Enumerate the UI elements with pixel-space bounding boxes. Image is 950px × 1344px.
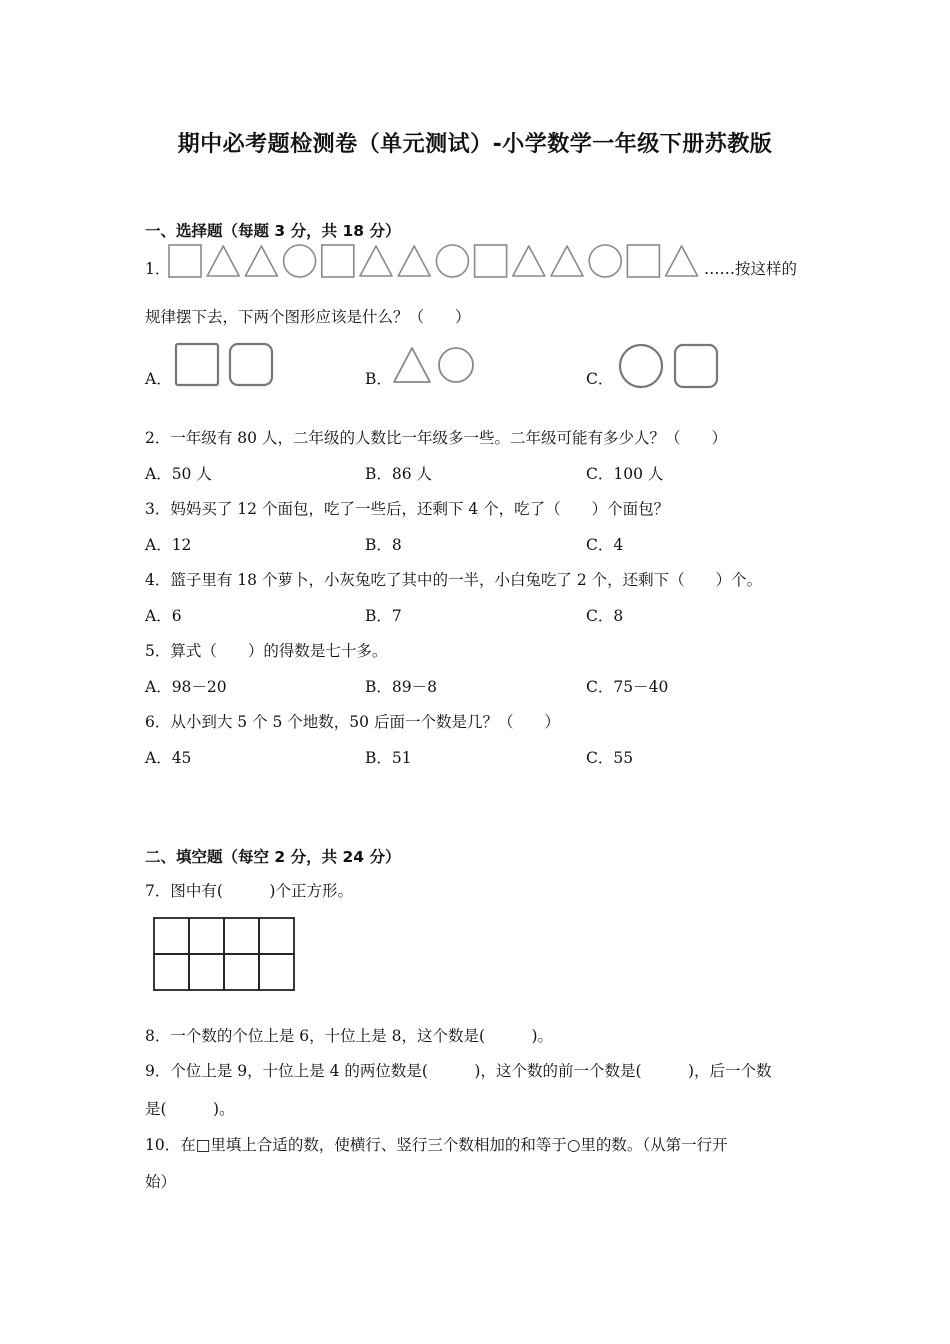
q4-option-a: A．6 bbox=[145, 607, 182, 625]
q6-option-a: A．45 bbox=[145, 749, 192, 767]
grid-cell bbox=[189, 954, 224, 990]
q6-text: 6．从小到大 5 个 5 个地数，50 后面一个数是几？（ ） bbox=[145, 713, 560, 731]
q3-option-c: C．4 bbox=[586, 536, 624, 554]
q1-text-tail: ……按这样的 bbox=[704, 260, 798, 278]
triangle-shape bbox=[513, 246, 545, 276]
q1-option-b-shapes bbox=[393, 345, 475, 385]
q6-option-b: B．51 bbox=[365, 749, 412, 767]
q5-option-c: C．75－40 bbox=[586, 678, 669, 696]
triangle-shape bbox=[245, 246, 277, 276]
q4-text: 4．篮子里有 18 个萝卜，小灰兔吃了其中的一半，小白兔吃了 2 个，还剩下（ ）个。 bbox=[145, 571, 763, 589]
square-shape bbox=[475, 245, 507, 277]
q2-option-c: C．100 人 bbox=[586, 465, 664, 483]
q10-text-line1: 10．在□里填上合适的数，使横行、竖行三个数相加的和等于○里的数。（从第一行开 bbox=[145, 1136, 728, 1154]
q1-shape-sequence bbox=[168, 241, 708, 281]
section-heading-fill-blank: 二、填空题（每空 2 分，共 24 分） bbox=[145, 848, 401, 866]
q1-text-line2: 规律摆下去，下两个图形应该是什么？（ ） bbox=[145, 308, 471, 326]
square-shape bbox=[627, 245, 659, 277]
q5-option-b: B．89－8 bbox=[365, 678, 437, 696]
q2-option-b: B．86 人 bbox=[365, 465, 433, 483]
q3-text: 3．妈妈买了 12 个面包，吃了一些后，还剩下 4 个，吃了（ ）个面包？ bbox=[145, 500, 670, 518]
grid-cell bbox=[259, 954, 294, 990]
square-shape bbox=[675, 345, 717, 387]
grid-cell bbox=[224, 954, 259, 990]
triangle-shape bbox=[360, 246, 392, 276]
circle-shape bbox=[589, 245, 621, 277]
q1-option-a-shapes bbox=[174, 342, 274, 388]
q6-option-c: C．55 bbox=[586, 749, 634, 767]
grid-cell bbox=[224, 918, 259, 954]
triangle-shape bbox=[394, 348, 430, 382]
q5-text: 5．算式（ ）的得数是七十多。 bbox=[145, 642, 388, 660]
q1-number: 1． bbox=[145, 260, 171, 278]
circle-shape bbox=[284, 245, 316, 277]
q2-option-a: A．50 人 bbox=[145, 465, 212, 483]
q7-square-grid bbox=[152, 916, 296, 992]
q4-option-c: C．8 bbox=[586, 607, 624, 625]
q8-text: 8．一个数的个位上是 6，十位上是 8，这个数是( )。 bbox=[145, 1027, 554, 1045]
circle-shape bbox=[436, 245, 468, 277]
grid-cell bbox=[154, 954, 189, 990]
q1-option-c-shapes bbox=[618, 342, 722, 390]
circle-shape bbox=[620, 345, 662, 387]
grid-cell bbox=[189, 918, 224, 954]
triangle-shape bbox=[398, 246, 430, 276]
triangle-shape bbox=[207, 246, 239, 276]
square-shape bbox=[169, 245, 201, 277]
q1-option-c-label: C． bbox=[586, 370, 614, 388]
square-shape bbox=[230, 344, 272, 385]
circle-shape bbox=[439, 348, 473, 382]
q9-text-line2: 是( )。 bbox=[145, 1100, 235, 1118]
square-shape bbox=[176, 344, 218, 385]
triangle-shape bbox=[666, 246, 698, 276]
section-heading-choice: 一、选择题（每题 3 分，共 18 分） bbox=[145, 222, 401, 240]
q2-text: 2．一年级有 80 人，二年级的人数比一年级多一些。二年级可能有多少人？（ ） bbox=[145, 429, 727, 447]
q3-option-a: A．12 bbox=[145, 536, 192, 554]
q5-option-a: A．98－20 bbox=[145, 678, 227, 696]
q3-option-b: B．8 bbox=[365, 536, 402, 554]
page-title: 期中必考题检测卷（单元测试）-小学数学一年级下册苏教版 bbox=[177, 132, 773, 157]
triangle-shape bbox=[551, 246, 583, 276]
q7-text: 7．图中有( )个正方形。 bbox=[145, 882, 353, 900]
q1-option-b-label: B． bbox=[365, 370, 392, 388]
square-shape bbox=[322, 245, 354, 277]
grid-cell bbox=[154, 918, 189, 954]
q4-option-b: B．7 bbox=[365, 607, 402, 625]
grid-cell bbox=[259, 918, 294, 954]
q9-text-line1: 9．个位上是 9，十位上是 4 的两位数是( )，这个数的前一个数是( )，后一个数 bbox=[145, 1062, 772, 1080]
q10-text-line2: 始） bbox=[145, 1173, 177, 1191]
q1-option-a-label: A． bbox=[145, 370, 172, 388]
